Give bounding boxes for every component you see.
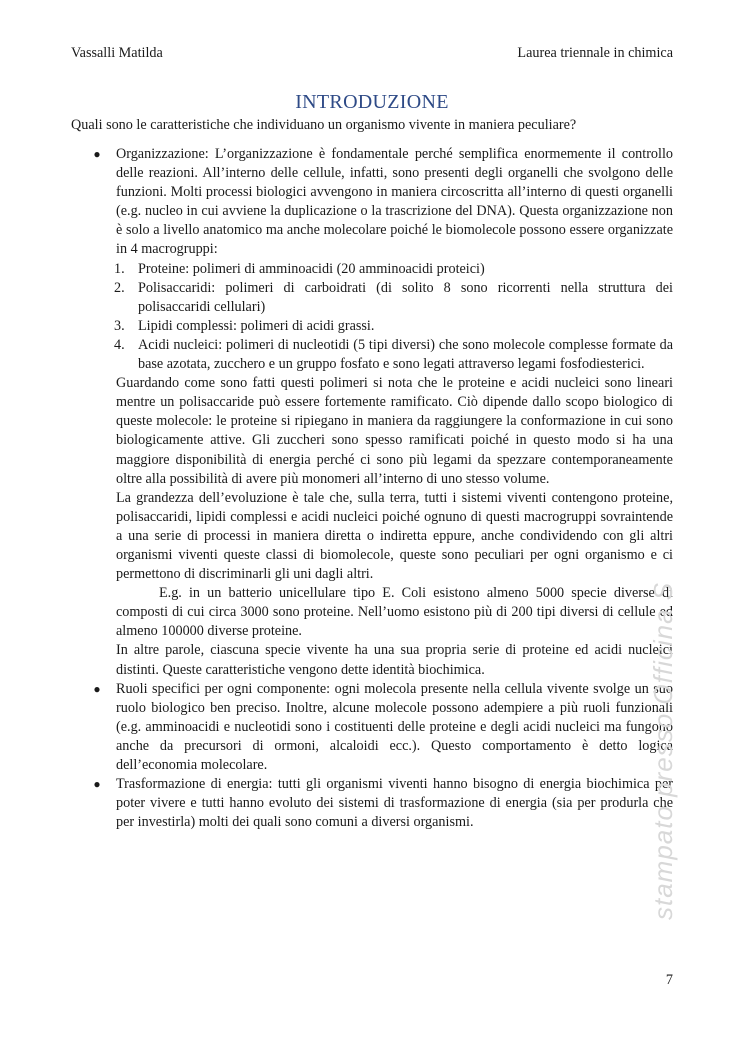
watermark: stampato presso Officina S bbox=[648, 581, 678, 920]
list-number: 1. bbox=[114, 260, 125, 277]
bullet-dot-icon: ● bbox=[93, 777, 101, 792]
list-item bbox=[93, 336, 673, 374]
bullet-item-energia bbox=[71, 775, 673, 832]
header-author: Vassalli Matilda bbox=[71, 45, 163, 61]
paragraph: In altre parole, ciascuna specie vivente ha una sua propria serie di proteine ed acidi nucleici distinti. Queste caratteristiche vengono dette identità biochimica. bbox=[116, 642, 673, 678]
paragraph: Guardando come sono fatti questi polimeri si nota che le proteine e acidi nucleici sono lineari mentre un polisaccaride può essere fortemente ramificato. Ciò dipende dallo scopo biologico di queste molecole: le proteine si ripiegano in maniera da raggiungere la conformazione in cui sono biologicamente attive. Gli zuccheri sono spesso ramificati poiché in questo modo si ha una maggiore disponibilità di energia perché ci sono più legami da spezzare contemporaneamente oltre alla possibilità di avere più monomeri all’interno di uno stesso volume. bbox=[116, 375, 673, 487]
intro-question: Quali sono le caratteristiche che individuano un organismo vivente in maniera peculiare? bbox=[71, 117, 577, 133]
bullet-item-ruoli bbox=[71, 680, 673, 775]
list-number: 4. bbox=[114, 336, 125, 353]
list-text: Polisaccaridi: polimeri di carboidrati (di solito 8 sono ricorrenti nella struttura dei polisaccaridi cellulari) bbox=[138, 279, 673, 315]
header-course: Laurea triennale in chimica bbox=[517, 45, 673, 61]
bullet-intro: Organizzazione: L’organizzazione è fondamentale perché semplifica enormemente il controllo delle reazioni. All’interno delle cellule, infatti, sono presenti degli organelli che svolgono delle funzioni. Molti processi biologici avvengono in maniera circoscritta all’interno di questi organelli (e.g. nucleo in cui avviene la duplicazione o la trascrizione del DNA). Questa organizzazione non è solo a livello anatomico ma anche molecolare poiché le biomolecole possono essere organizzate in 4 macrogruppi: bbox=[116, 146, 673, 258]
section-title: INTRODUZIONE bbox=[295, 91, 449, 113]
paragraph-example: E.g. in un batterio unicellulare tipo E. Coli esistono almeno 5000 specie diverse di composti di cui circa 3000 sono proteine. Nell’uomo esistono più di 200 tipi diversi di cellule ed almeno 100000 diverse proteine. bbox=[116, 585, 673, 640]
paragraph: La grandezza dell’evoluzione è tale che, sulla terra, tutti i sistemi viventi contengono proteine, polisaccaridi, lipidi complessi e acidi nucleici poiché ognuno di questi macrogruppi sovraintende a una serie di processi in maniera diretta o indiretta eppure, anche condividendo con gli altri organismi viventi queste classi di biomolecole, queste sono peculiari per ogni organismo e ci permettono di discriminarli gli uni dagli altri. bbox=[116, 489, 673, 583]
list-text: Acidi nucleici: polimeri di nucleotidi (5 tipi diversi) che sono molecole complesse formate da base azotata, zucchero e un gruppo fosfato e sono legati attraverso legami fosfodiesterici. bbox=[138, 336, 673, 373]
page-number: 7 bbox=[665, 972, 673, 988]
bullet-intro: Trasformazione di energia: tutti gli organismi viventi hanno bisogno di energia biochimica per poter vivere e tutti hanno evoluto dei sistemi di trasformazione di energia (sia per produrla che per investirla) molti dei quali sono comuni a diversi organismi. bbox=[116, 776, 673, 831]
bullet-dot-icon: ● bbox=[93, 147, 101, 161]
list-text: Proteine: polimeri di amminoacidi (20 amminoacidi proteici) bbox=[138, 260, 485, 277]
list-item bbox=[93, 279, 673, 317]
page-header bbox=[71, 44, 673, 62]
bullet-item-organizzazione bbox=[71, 145, 673, 680]
bullet-intro: Ruoli specifici per ogni componente: ogni molecola presente nella cellula vivente svolge un suo ruolo biologico ben preciso. Inoltre, alcune molecole possono adempiere a più ruoli funzionali (e.g. amminoacidi e nucleotidi sono i costituenti delle proteine e degli acidi nucleici ma fungono anche da precursori di ormoni, alcaloidi ecc.). Questo comportamento è detto logica dell’economia molecolare. bbox=[116, 680, 673, 773]
list-text: Lipidi complessi: polimeri di acidi grassi. bbox=[138, 317, 375, 334]
list-item bbox=[93, 260, 673, 279]
bullet-dot-icon: ● bbox=[93, 681, 101, 696]
list-number: 2. bbox=[114, 279, 125, 296]
list-item bbox=[93, 317, 673, 336]
macrogroups-list bbox=[71, 260, 673, 375]
list-number: 3. bbox=[114, 317, 125, 334]
document-body bbox=[71, 145, 673, 832]
